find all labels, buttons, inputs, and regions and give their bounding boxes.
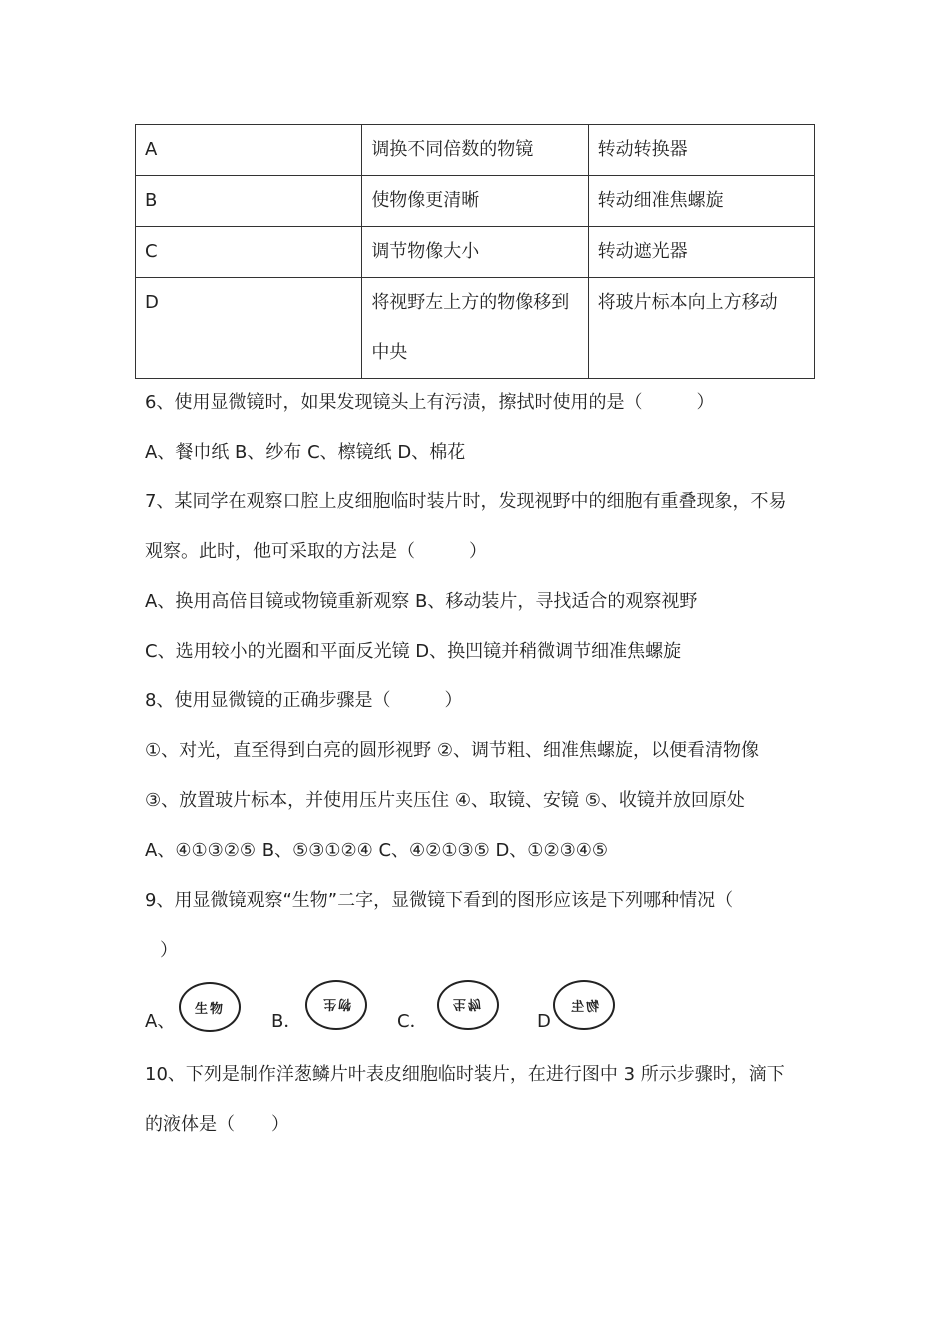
table-cell: 调换不同倍数的物镜	[362, 125, 588, 176]
table-cell: 转动细准焦螺旋	[588, 176, 814, 227]
question-7-options-line2: C、选用较小的光圈和平面反光镜 D、换凹镜并稍微调节细准焦螺旋	[145, 641, 682, 662]
question-9-stem-line1: 9、用显微镜观察“生物”二字，显微镜下看到的图形应该是下列哪种情况（	[145, 890, 734, 911]
option-c-image	[437, 980, 499, 1030]
option-b-label: B．	[271, 1011, 302, 1032]
table-cell: 转动遮光器	[588, 227, 814, 278]
option-d-text: 物生	[568, 999, 599, 1015]
comparison-table	[135, 124, 815, 379]
option-b-text: 物生	[320, 995, 351, 1011]
option-b-image	[305, 980, 367, 1030]
option-a-image	[179, 982, 241, 1032]
table-cell: D	[136, 278, 362, 379]
question-8-steps-line1: ①、对光，直至得到白亮的圆形视野 ②、调节粗、细准焦螺旋，以便看清物像	[145, 740, 759, 761]
table-row	[136, 278, 815, 379]
question-10-stem-line1: 10、下列是制作洋葱鳞片叶表皮细胞临时装片，在进行图中 3 所示步骤时，滴下	[145, 1064, 785, 1085]
table-row	[136, 227, 815, 278]
option-a-text: 生物	[194, 1001, 225, 1017]
table-row	[136, 125, 815, 176]
table-row	[136, 176, 815, 227]
option-c-text: 生物	[452, 995, 483, 1011]
question-7-stem-line1: 7、某同学在观察口腔上皮细胞临时装片时，发现视野中的细胞有重叠现象，不易	[145, 491, 787, 512]
option-d-label: D	[537, 1011, 551, 1032]
question-6-stem: 6、使用显微镜时，如果发现镜头上有污渍，擦拭时使用的是（ ）	[145, 392, 715, 413]
table-cell: A	[136, 125, 362, 176]
question-10-stem-line2: 的液体是（ ）	[145, 1114, 289, 1135]
question-7-options-line1: A、换用高倍目镜或物镜重新观察 B、移动装片，寻找适合的观察视野	[145, 591, 698, 612]
question-8-stem: 8、使用显微镜的正确步骤是（ ）	[145, 690, 463, 711]
question-8-steps-line2: ③、放置玻片标本，并使用压片夹压住 ④、取镜、安镜 ⑤、收镜并放回原处	[145, 790, 745, 811]
table-cell: 将视野左上方的物像移到中央	[362, 278, 588, 379]
table-cell: 将玻片标本向上方移动	[588, 278, 814, 379]
question-8-options: A、④①③②⑤ B、⑤③①②④ C、④②①③⑤ D、①②③④⑤	[145, 840, 608, 861]
question-9-stem-line2: ）	[160, 940, 178, 961]
table-cell: 使物像更清晰	[362, 176, 588, 227]
table-cell: 调节物像大小	[362, 227, 588, 278]
option-d-image	[553, 980, 615, 1030]
question-7-stem-line2: 观察。此时，他可采取的方法是（ ）	[145, 541, 487, 562]
table-cell: B	[136, 176, 362, 227]
table-cell: C	[136, 227, 362, 278]
question-9-image-options	[145, 982, 665, 1032]
option-c-label: C．	[397, 1011, 428, 1032]
option-a-label: A、	[145, 1011, 176, 1032]
question-6-options: A、餐巾纸 B、纱布 C、檫镜纸 D、棉花	[145, 442, 466, 463]
table-cell: 转动转换器	[588, 125, 814, 176]
